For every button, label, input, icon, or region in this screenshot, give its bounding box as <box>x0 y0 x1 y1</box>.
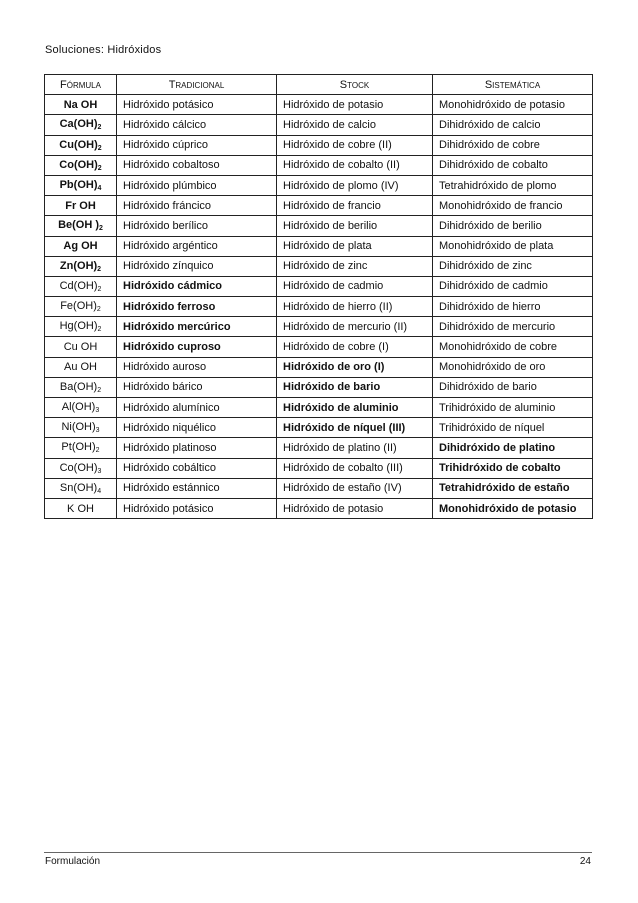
table-row <box>45 498 593 518</box>
formula-subscript: 3 <box>95 407 100 415</box>
formula-text: Na OH <box>63 98 98 111</box>
table-row <box>45 337 593 357</box>
page-number: 24 <box>579 856 591 867</box>
cell-stock: Hidróxido de oro (I) <box>277 357 433 377</box>
formula-text: Pb(OH) <box>59 179 98 192</box>
table-row <box>45 297 593 317</box>
table-row <box>45 398 593 418</box>
formula-subscript: 2 <box>95 447 100 455</box>
cell-stock: Hidróxido de plata <box>277 236 433 256</box>
cell-tradicional: Hidróxido mercúrico <box>117 317 277 337</box>
formula-subscript: 4 <box>97 185 102 193</box>
cell-tradicional: Hidróxido ferroso <box>117 297 277 317</box>
cell-formula <box>45 458 117 478</box>
cell-stock: Hidróxido de potasio <box>277 95 433 115</box>
formula-subscript: 4 <box>97 487 102 495</box>
formula-text: Ag OH <box>63 240 98 253</box>
formula-text: Zn(OH) <box>59 259 98 272</box>
cell-sistematica: Trihidróxido de aluminio <box>433 398 593 418</box>
table-row <box>45 216 593 236</box>
cell-stock: Hidróxido de plomo (IV) <box>277 175 433 195</box>
cell-sistematica: Dihidróxido de cobalto <box>433 155 593 175</box>
cell-stock: Hidróxido de berilio <box>277 216 433 236</box>
footer-divider <box>44 852 592 853</box>
table-row <box>45 276 593 296</box>
cell-formula <box>45 297 117 317</box>
cell-tradicional: Hidróxido cobaltoso <box>117 155 277 175</box>
cell-formula <box>45 115 117 135</box>
cell-sistematica: Dihidróxido de calcio <box>433 115 593 135</box>
formula-text: Co(OH) <box>59 158 98 171</box>
formula-text: Sn(OH) <box>59 481 98 494</box>
table-row <box>45 317 593 337</box>
cell-tradicional: Hidróxido estánnico <box>117 478 277 498</box>
cell-tradicional: Hidróxido niquélico <box>117 418 277 438</box>
cell-tradicional: Hidróxido cuproso <box>117 337 277 357</box>
formula-subscript: 2 <box>97 164 102 172</box>
formula-subscript: 2 <box>97 386 102 394</box>
cell-sistematica: Dihidróxido de mercurio <box>433 317 593 337</box>
formula-subscript: 2 <box>97 285 102 293</box>
cell-stock: Hidróxido de cadmio <box>277 276 433 296</box>
cell-formula <box>45 337 117 357</box>
column-header-tradicional: Tradicional <box>117 75 277 95</box>
cell-sistematica: Dihidróxido de platino <box>433 438 593 458</box>
cell-sistematica: Monohidróxido de plata <box>433 236 593 256</box>
formula-subscript: 2 <box>97 124 102 132</box>
formula-text: Co(OH) <box>59 461 98 474</box>
cell-stock: Hidróxido de platino (II) <box>277 438 433 458</box>
cell-formula <box>45 377 117 397</box>
formula-subscript: 2 <box>97 326 102 334</box>
cell-formula <box>45 276 117 296</box>
cell-tradicional: Hidróxido zínquico <box>117 256 277 276</box>
cell-tradicional: Hidróxido cobáltico <box>117 458 277 478</box>
cell-formula <box>45 256 117 276</box>
cell-stock: Hidróxido de cobre (I) <box>277 337 433 357</box>
cell-sistematica: Dihidróxido de cobre <box>433 135 593 155</box>
formula-subscript: 2 <box>97 144 102 152</box>
formula-text: Al(OH) <box>61 401 96 414</box>
cell-stock: Hidróxido de potasio <box>277 498 433 518</box>
cell-formula <box>45 216 117 236</box>
table-row <box>45 115 593 135</box>
cell-formula <box>45 135 117 155</box>
table-row <box>45 175 593 195</box>
cell-tradicional: Hidróxido cádmico <box>117 276 277 296</box>
cell-sistematica: Dihidróxido de hierro <box>433 297 593 317</box>
cell-stock: Hidróxido de aluminio <box>277 398 433 418</box>
formula-text: Cd(OH) <box>59 279 98 292</box>
cell-sistematica: Dihidróxido de bario <box>433 377 593 397</box>
cell-sistematica: Dihidróxido de zinc <box>433 256 593 276</box>
formula-text: Au OH <box>63 361 97 374</box>
cell-tradicional: Hidróxido alumínico <box>117 398 277 418</box>
cell-tradicional: Hidróxido plúmbico <box>117 175 277 195</box>
cell-stock: Hidróxido de mercurio (II) <box>277 317 433 337</box>
cell-formula <box>45 155 117 175</box>
cell-stock: Hidróxido de cobre (II) <box>277 135 433 155</box>
table-body <box>45 95 593 519</box>
cell-formula <box>45 95 117 115</box>
cell-tradicional: Hidróxido cálcico <box>117 115 277 135</box>
footer-title: Formulación <box>45 856 101 867</box>
cell-formula <box>45 498 117 518</box>
cell-sistematica: Monohidróxido de potasio <box>433 498 593 518</box>
cell-tradicional: Hidróxido platinoso <box>117 438 277 458</box>
cell-sistematica: Dihidróxido de berilio <box>433 216 593 236</box>
cell-formula <box>45 398 117 418</box>
formula-text: Fe(OH) <box>60 300 97 313</box>
table-row <box>45 377 593 397</box>
cell-sistematica: Tetrahidróxido de plomo <box>433 175 593 195</box>
formula-subscript: 3 <box>97 467 102 475</box>
cell-stock: Hidróxido de cobalto (II) <box>277 155 433 175</box>
table-row <box>45 357 593 377</box>
cell-tradicional: Hidróxido auroso <box>117 357 277 377</box>
cell-formula <box>45 317 117 337</box>
cell-formula <box>45 438 117 458</box>
formula-text: Cu OH <box>63 341 98 354</box>
formula-text: Hg(OH) <box>59 320 98 333</box>
cell-tradicional: Hidróxido berílico <box>117 216 277 236</box>
table-row <box>45 438 593 458</box>
column-header-sistematica: Sistemática <box>433 75 593 95</box>
cell-stock: Hidróxido de zinc <box>277 256 433 276</box>
cell-tradicional: Hidróxido potásico <box>117 498 277 518</box>
cell-sistematica: Monohidróxido de potasio <box>433 95 593 115</box>
column-header-stock: Stock <box>277 75 433 95</box>
section-heading: Soluciones: Hidróxidos <box>45 44 162 56</box>
table-row <box>45 458 593 478</box>
formula-text: Ni(OH) <box>61 421 96 434</box>
cell-formula <box>45 236 117 256</box>
cell-tradicional: Hidróxido argéntico <box>117 236 277 256</box>
cell-tradicional: Hidróxido bárico <box>117 377 277 397</box>
cell-formula <box>45 357 117 377</box>
cell-formula <box>45 478 117 498</box>
column-header-formula: Fórmula <box>45 75 117 95</box>
cell-sistematica: Dihidróxido de cadmio <box>433 276 593 296</box>
cell-stock: Hidróxido de cobalto (III) <box>277 458 433 478</box>
table-row <box>45 95 593 115</box>
table-header-row <box>45 75 593 95</box>
table-row <box>45 478 593 498</box>
table-row <box>45 418 593 438</box>
cell-stock: Hidróxido de níquel (III) <box>277 418 433 438</box>
table-row <box>45 196 593 216</box>
cell-tradicional: Hidróxido fráncico <box>117 196 277 216</box>
cell-tradicional: Hidróxido cúprico <box>117 135 277 155</box>
formula-text: Fr OH <box>65 199 96 212</box>
cell-stock: Hidróxido de estaño (IV) <box>277 478 433 498</box>
cell-stock: Hidróxido de hierro (II) <box>277 297 433 317</box>
table-row <box>45 135 593 155</box>
cell-stock: Hidróxido de bario <box>277 377 433 397</box>
formula-text: K OH <box>67 502 94 515</box>
cell-sistematica: Trihidróxido de níquel <box>433 418 593 438</box>
cell-formula <box>45 196 117 216</box>
formula-subscript: 2 <box>97 265 102 273</box>
cell-sistematica: Trihidróxido de cobalto <box>433 458 593 478</box>
formula-text: Cu(OH) <box>59 138 98 151</box>
cell-sistematica: Tetrahidróxido de estaño <box>433 478 593 498</box>
table-row <box>45 236 593 256</box>
table-row <box>45 155 593 175</box>
formula-subscript: 2 <box>99 225 103 233</box>
formula-text: Pt(OH) <box>61 441 96 454</box>
hydroxides-table <box>44 74 593 519</box>
formula-subscript: 3 <box>95 427 100 435</box>
cell-sistematica: Monohidróxido de oro <box>433 357 593 377</box>
cell-sistematica: Monohidróxido de francio <box>433 196 593 216</box>
formula-text: Ba(OH) <box>59 380 98 393</box>
formula-subscript: 2 <box>96 306 101 314</box>
table-row <box>45 256 593 276</box>
cell-sistematica: Monohidróxido de cobre <box>433 337 593 357</box>
cell-formula <box>45 175 117 195</box>
cell-tradicional: Hidróxido potásico <box>117 95 277 115</box>
cell-stock: Hidróxido de calcio <box>277 115 433 135</box>
formula-text: Ca(OH) <box>59 118 98 131</box>
cell-formula <box>45 418 117 438</box>
cell-stock: Hidróxido de francio <box>277 196 433 216</box>
formula-text: Be(OH ) <box>58 219 100 232</box>
